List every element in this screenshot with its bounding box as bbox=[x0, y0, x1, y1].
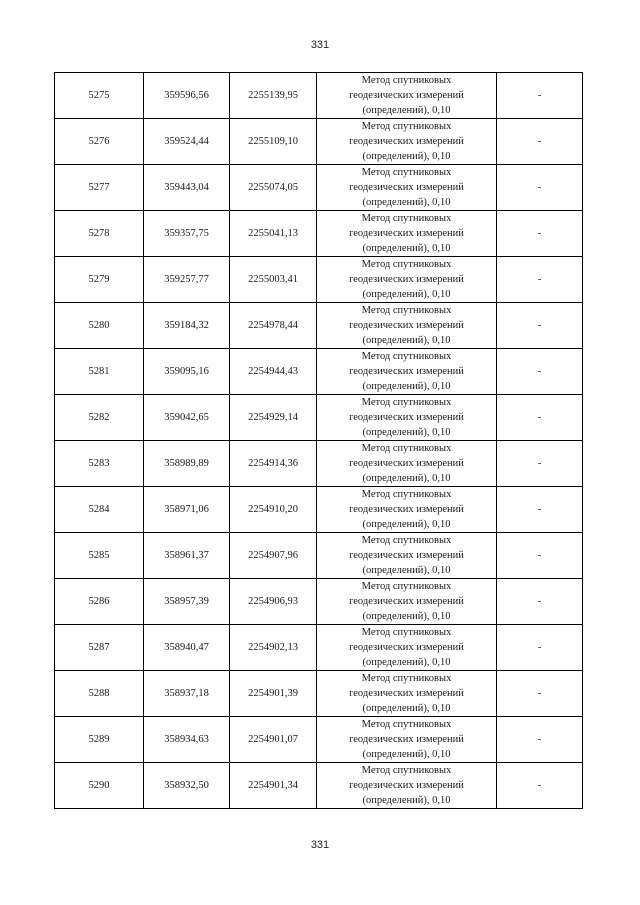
point-id-cell: 5283 bbox=[55, 441, 144, 487]
method-text: Метод спутниковых геодезических измерений (определений), 0,10 bbox=[349, 581, 464, 622]
method-cell bbox=[317, 441, 497, 487]
coordinates-table bbox=[54, 72, 583, 809]
table-row bbox=[55, 211, 583, 257]
y-coordinate-cell: 2254901,34 bbox=[230, 763, 317, 809]
table-row bbox=[55, 349, 583, 395]
note-cell: - bbox=[497, 717, 583, 763]
y-coordinate-cell: 2255109,10 bbox=[230, 119, 317, 165]
y-coordinate-cell: 2254907,96 bbox=[230, 533, 317, 579]
table-row bbox=[55, 717, 583, 763]
y-coordinate-cell: 2254914,36 bbox=[230, 441, 317, 487]
method-text: Метод спутниковых геодезических измерений (определений), 0,10 bbox=[349, 75, 464, 116]
table-row bbox=[55, 73, 583, 119]
method-text: Метод спутниковых геодезических измерений (определений), 0,10 bbox=[349, 765, 464, 806]
y-coordinate-cell: 2254910,20 bbox=[230, 487, 317, 533]
point-id-cell: 5287 bbox=[55, 625, 144, 671]
x-coordinate-cell: 358934,63 bbox=[144, 717, 230, 763]
method-text: Метод спутниковых геодезических измерений (определений), 0,10 bbox=[349, 351, 464, 392]
x-coordinate-cell: 358961,37 bbox=[144, 533, 230, 579]
y-coordinate-cell: 2254906,93 bbox=[230, 579, 317, 625]
point-id-cell: 5288 bbox=[55, 671, 144, 717]
point-id-cell: 5281 bbox=[55, 349, 144, 395]
method-cell bbox=[317, 625, 497, 671]
method-cell bbox=[317, 73, 497, 119]
table-row bbox=[55, 487, 583, 533]
method-text: Метод спутниковых геодезических измерений (определений), 0,10 bbox=[349, 443, 464, 484]
x-coordinate-cell: 359257,77 bbox=[144, 257, 230, 303]
note-cell: - bbox=[497, 257, 583, 303]
method-cell bbox=[317, 579, 497, 625]
x-coordinate-cell: 359095,16 bbox=[144, 349, 230, 395]
method-text: Метод спутниковых геодезических измерений (определений), 0,10 bbox=[349, 535, 464, 576]
method-text: Метод спутниковых геодезических измерений (определений), 0,10 bbox=[349, 489, 464, 530]
method-cell bbox=[317, 211, 497, 257]
x-coordinate-cell: 359184,32 bbox=[144, 303, 230, 349]
table-row bbox=[55, 257, 583, 303]
y-coordinate-cell: 2254901,39 bbox=[230, 671, 317, 717]
table-row bbox=[55, 625, 583, 671]
note-cell: - bbox=[497, 487, 583, 533]
y-coordinate-cell: 2255003,41 bbox=[230, 257, 317, 303]
note-cell: - bbox=[497, 671, 583, 717]
x-coordinate-cell: 358940,47 bbox=[144, 625, 230, 671]
note-cell: - bbox=[497, 395, 583, 441]
x-coordinate-cell: 359042,65 bbox=[144, 395, 230, 441]
method-cell bbox=[317, 349, 497, 395]
method-text: Метод спутниковых геодезических измерений (определений), 0,10 bbox=[349, 397, 464, 438]
note-cell: - bbox=[497, 73, 583, 119]
method-text: Метод спутниковых геодезических измерений (определений), 0,10 bbox=[349, 259, 464, 300]
method-text: Метод спутниковых геодезических измерений (определений), 0,10 bbox=[349, 627, 464, 668]
method-cell bbox=[317, 533, 497, 579]
note-cell: - bbox=[497, 165, 583, 211]
note-cell: - bbox=[497, 763, 583, 809]
method-cell bbox=[317, 257, 497, 303]
y-coordinate-cell: 2255041,13 bbox=[230, 211, 317, 257]
point-id-cell: 5289 bbox=[55, 717, 144, 763]
method-cell bbox=[317, 487, 497, 533]
table-row bbox=[55, 441, 583, 487]
table-row bbox=[55, 303, 583, 349]
point-id-cell: 5286 bbox=[55, 579, 144, 625]
point-id-cell: 5277 bbox=[55, 165, 144, 211]
note-cell: - bbox=[497, 625, 583, 671]
table-row bbox=[55, 165, 583, 211]
point-id-cell: 5279 bbox=[55, 257, 144, 303]
point-id-cell: 5278 bbox=[55, 211, 144, 257]
note-cell: - bbox=[497, 533, 583, 579]
table-row bbox=[55, 533, 583, 579]
y-coordinate-cell: 2254978,44 bbox=[230, 303, 317, 349]
table-row bbox=[55, 119, 583, 165]
table-row bbox=[55, 671, 583, 717]
note-cell: - bbox=[497, 211, 583, 257]
x-coordinate-cell: 358989,89 bbox=[144, 441, 230, 487]
method-cell bbox=[317, 671, 497, 717]
table-row bbox=[55, 579, 583, 625]
note-cell: - bbox=[497, 119, 583, 165]
y-coordinate-cell: 2254902,13 bbox=[230, 625, 317, 671]
x-coordinate-cell: 358932,50 bbox=[144, 763, 230, 809]
x-coordinate-cell: 359443,04 bbox=[144, 165, 230, 211]
point-id-cell: 5275 bbox=[55, 73, 144, 119]
x-coordinate-cell: 359357,75 bbox=[144, 211, 230, 257]
method-cell bbox=[317, 395, 497, 441]
point-id-cell: 5282 bbox=[55, 395, 144, 441]
method-text: Метод спутниковых геодезических измерений (определений), 0,10 bbox=[349, 673, 464, 714]
note-cell: - bbox=[497, 441, 583, 487]
y-coordinate-cell: 2255074,05 bbox=[230, 165, 317, 211]
coordinates-table-body bbox=[55, 73, 583, 809]
y-coordinate-cell: 2254901,07 bbox=[230, 717, 317, 763]
x-coordinate-cell: 358937,18 bbox=[144, 671, 230, 717]
point-id-cell: 5284 bbox=[55, 487, 144, 533]
method-cell bbox=[317, 119, 497, 165]
point-id-cell: 5285 bbox=[55, 533, 144, 579]
x-coordinate-cell: 359596,56 bbox=[144, 73, 230, 119]
y-coordinate-cell: 2254929,14 bbox=[230, 395, 317, 441]
table-row bbox=[55, 763, 583, 809]
note-cell: - bbox=[497, 579, 583, 625]
method-text: Метод спутниковых геодезических измерений (определений), 0,10 bbox=[349, 213, 464, 254]
table-row bbox=[55, 395, 583, 441]
method-cell bbox=[317, 165, 497, 211]
method-cell bbox=[317, 763, 497, 809]
method-text: Метод спутниковых геодезических измерений (определений), 0,10 bbox=[349, 719, 464, 760]
y-coordinate-cell: 2254944,43 bbox=[230, 349, 317, 395]
note-cell: - bbox=[497, 303, 583, 349]
method-cell bbox=[317, 717, 497, 763]
x-coordinate-cell: 358957,39 bbox=[144, 579, 230, 625]
point-id-cell: 5276 bbox=[55, 119, 144, 165]
y-coordinate-cell: 2255139,95 bbox=[230, 73, 317, 119]
method-text: Метод спутниковых геодезических измерений (определений), 0,10 bbox=[349, 305, 464, 346]
page-number-bottom: 331 bbox=[310, 839, 330, 851]
page-number-top: 331 bbox=[310, 39, 330, 51]
method-cell bbox=[317, 303, 497, 349]
point-id-cell: 5280 bbox=[55, 303, 144, 349]
method-text: Метод спутниковых геодезических измерений (определений), 0,10 bbox=[349, 121, 464, 162]
x-coordinate-cell: 359524,44 bbox=[144, 119, 230, 165]
method-text: Метод спутниковых геодезических измерений (определений), 0,10 bbox=[349, 167, 464, 208]
point-id-cell: 5290 bbox=[55, 763, 144, 809]
x-coordinate-cell: 358971,06 bbox=[144, 487, 230, 533]
note-cell: - bbox=[497, 349, 583, 395]
